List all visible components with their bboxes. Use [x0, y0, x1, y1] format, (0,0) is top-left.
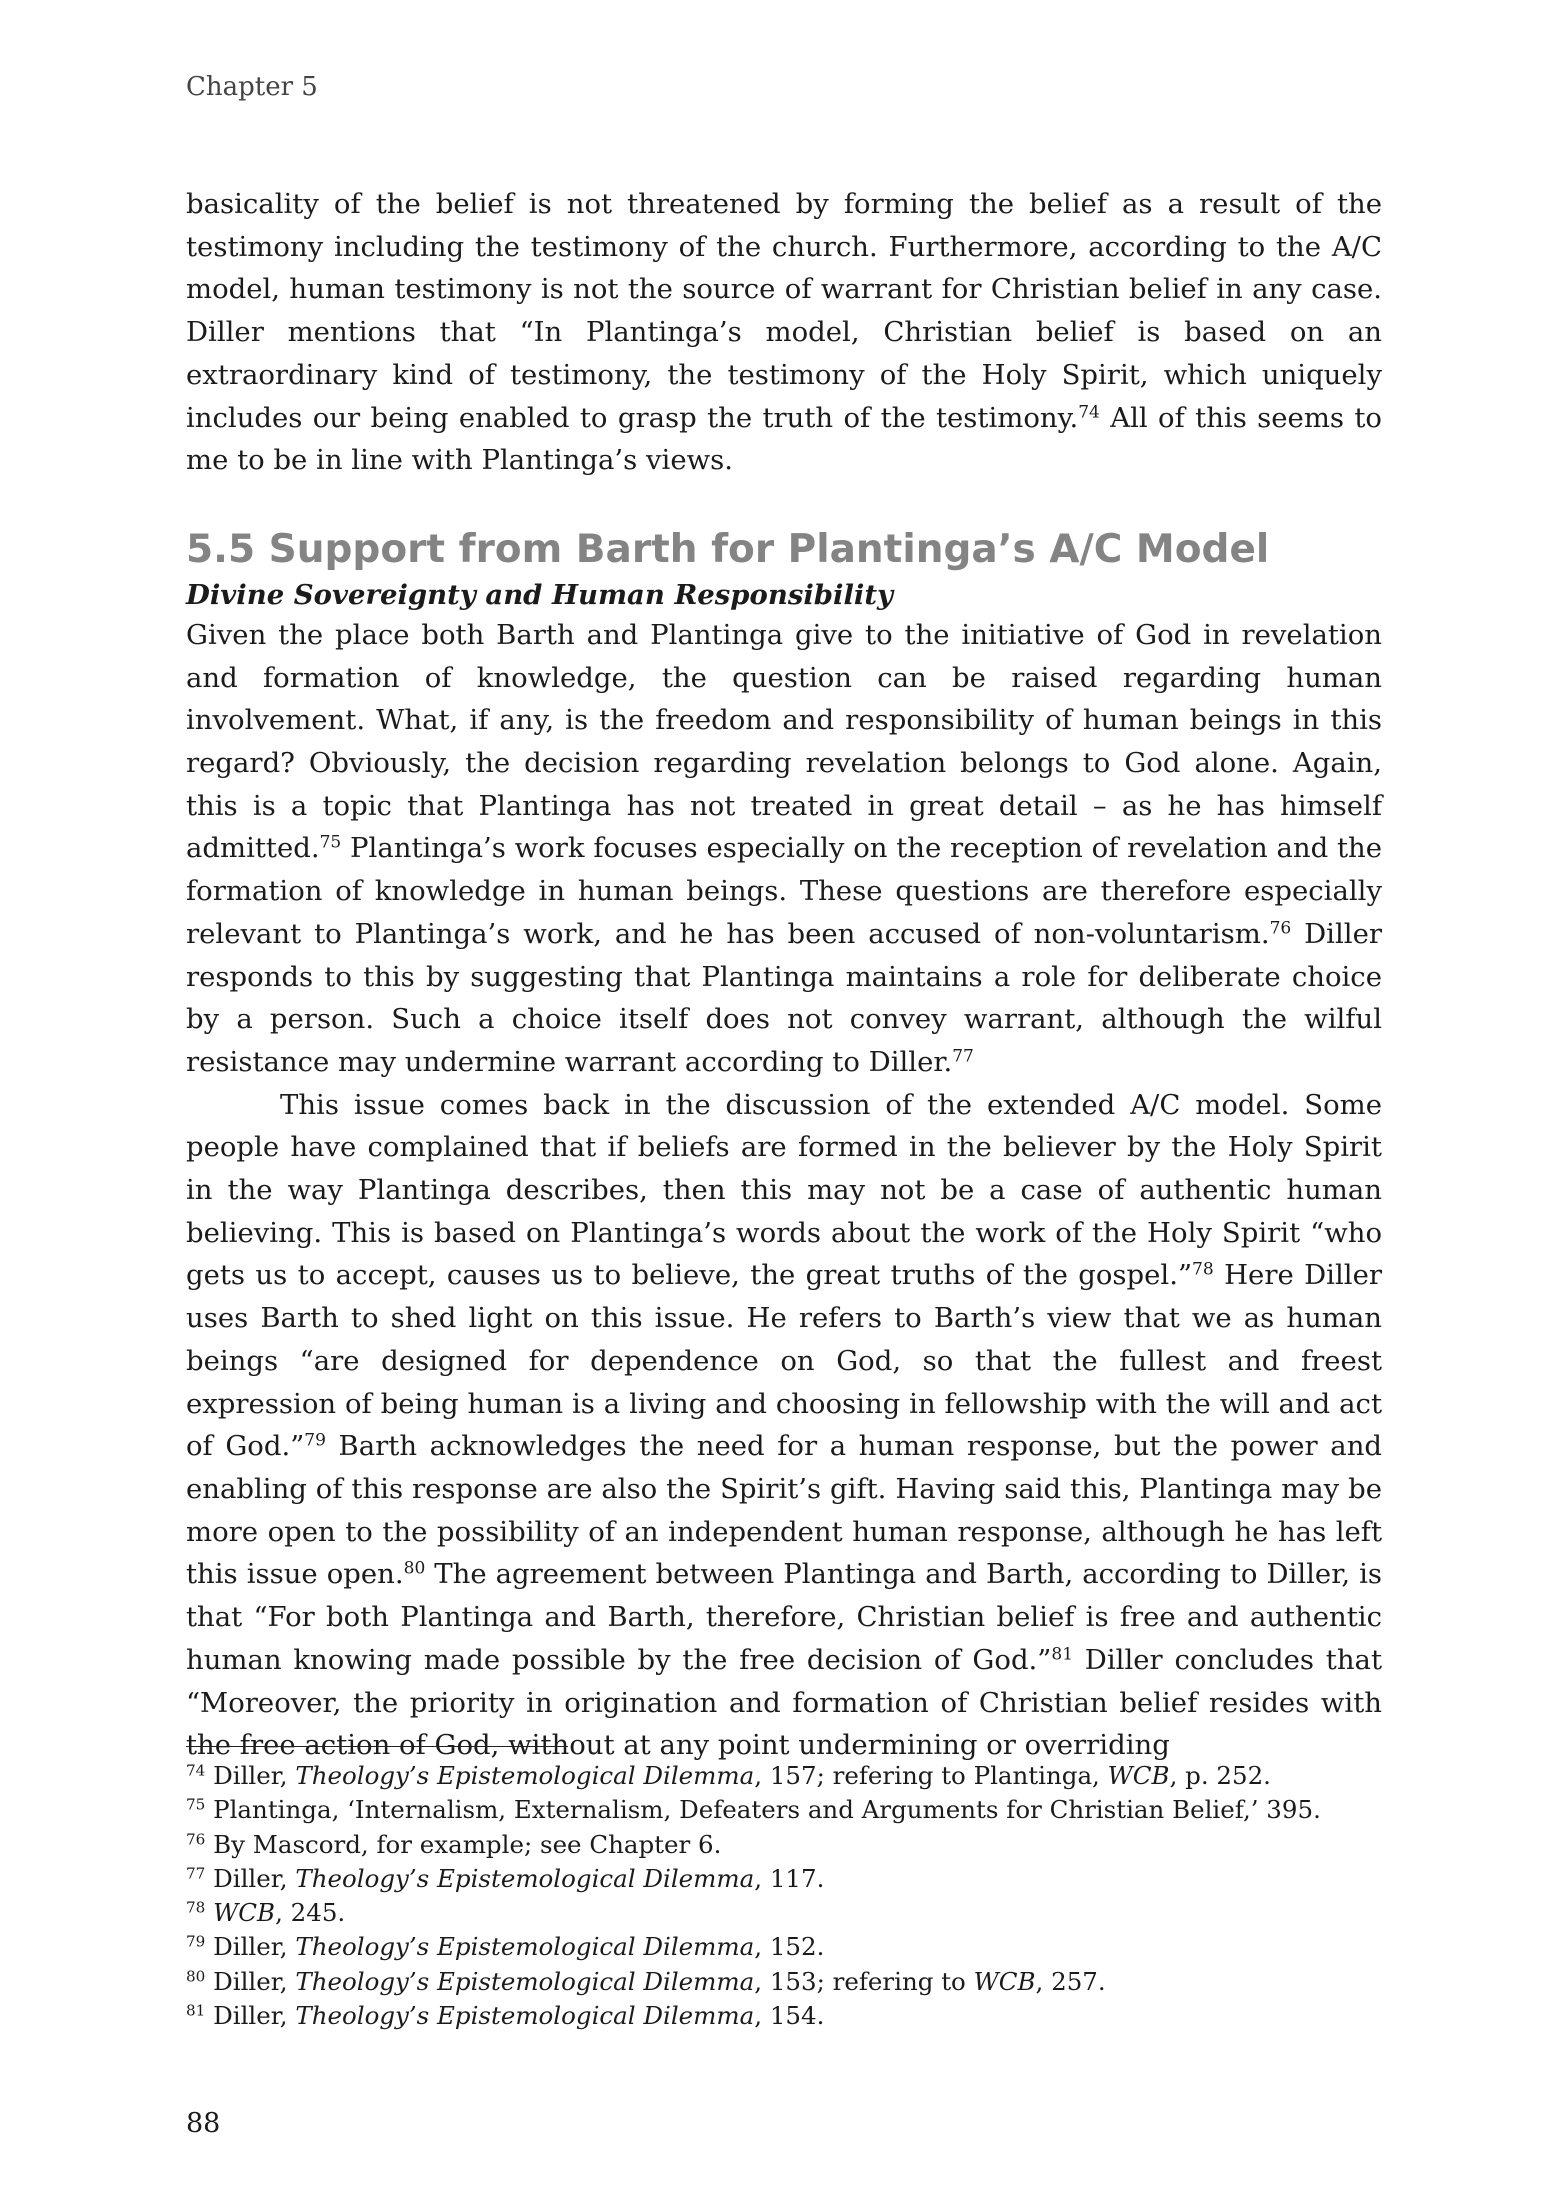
footnote-ref-75: 75 — [319, 833, 342, 854]
paragraph-2 — [186, 614, 1382, 1084]
running-head: Chapter 5 — [186, 72, 318, 102]
paragraph-3-s1: This issue comes back in the discussion of the extended A/C model. Some people have complained that if beliefs are formed in the believer by the Holy Spirit in the way Plantinga describes, then this may not be a case of authentic human believing. This is based on Plantinga’s words about the work of the Holy Spirit “who gets us to accept, causes us to believe, the great truths of the gospel.” — [186, 1088, 1382, 1292]
footnote-81: $^{81}$ Diller, Theology’s Epistemological Dilemma, 154. — [186, 2001, 825, 2031]
footnote-77: $^{77}$ Diller, Theology’s Epistemological Dilemma, 117. — [186, 1863, 825, 1893]
paragraph-3-s5: Diller concludes that “Moreover, the priority in origination and formation of Christian belief resides with the free action of God, without at any point undermining or overriding — [186, 1643, 1382, 1762]
footnote-79: $^{79}$ Diller, Theology’s Epistemological Dilemma, 152. — [186, 1932, 825, 1962]
paragraph-2-s2: Plantinga’s work focuses especially on the reception of revelation and the formation of knowledge in human beings. These questions are therefore especially relevant to Plantinga’s work, and he has been accused of non-voluntarism. — [186, 832, 1382, 950]
footnote-80: $^{80}$ Diller, Theology’s Epistemological Dilemma, 153; refering to WCB, 257. — [186, 1966, 1106, 1996]
page-number: 88 — [186, 2108, 221, 2139]
footnote-ref-76: 76 — [1269, 918, 1292, 939]
document-page — [186, 0, 1382, 2196]
paragraph-1-text: basicality of the belief is not threatened by forming the belief as a result of the testimony including the testimony of the church. Furthermore, according to the A/C model, human testimony is not the source of warrant for Christian belief in any case. Diller mentions that “In Plantinga’s model, Christian belief is based on an extraordinary kind of testimony, the testimony of the Holy Spirit, which uniquely includes our being enabled to grasp the truth of the testimony. — [186, 188, 1382, 434]
paragraph-2-s3: Diller responds to this by suggesting that Plantinga maintains a role for deliberate choice by a person. Such a choice itself does not convey warrant, although the wilful resistance may undermine warrant according to Diller. — [186, 917, 1382, 1078]
footnotes — [186, 1759, 1382, 2033]
footnote-ref-77: 77 — [952, 1046, 974, 1067]
body-text — [186, 183, 1382, 1767]
section-title: 5.5 Support from Barth for Plantinga’s A/C Model — [186, 526, 1270, 572]
paragraph-3-s3: Barth acknowledges the need for a human response, but the power and enabling of this response are also the Spirit’s gift. Having said this, Plantinga may be more open to the possibility of an independent human response, although he has left this issue open. — [186, 1430, 1383, 1591]
footnote-78: $^{78}$ WCB, 245. — [186, 1898, 346, 1928]
footnote-ref-81: 81 — [1051, 1644, 1074, 1665]
footnote-75: $^{75}$ Plantinga, ‘Internalism, Externalism, Defeaters and Arguments for Christian Belief,’ 395. — [186, 1795, 1321, 1825]
footnote-divider — [186, 1746, 568, 1747]
paragraph-3 — [186, 1084, 1382, 1767]
paragraph-1 — [186, 183, 1382, 482]
footnote-74: $^{74}$ Diller, Theology’s Epistemological Dilemma, 157; refering to Plantinga, WCB, p. 252. — [186, 1761, 1271, 1790]
footnote-ref-79: 79 — [304, 1430, 326, 1451]
paragraph-1-tail: All of this seems to me to be in line with Plantinga’s views. — [186, 401, 1382, 477]
footnote-ref-80: 80 — [403, 1559, 426, 1580]
footnote-76: $^{76}$ By Mascord, for example; see Chapter 6. — [186, 1829, 722, 1859]
paragraph-3-s2: Here Diller uses Barth to shed light on this issue. He refers to Barth’s view that we as human beings “are designed for dependence on God, so that the fullest and freest expression of being human is a living and choosing in fellowship with the will and act of God.” — [186, 1259, 1382, 1463]
footnote-ref-74: 74 — [1078, 402, 1100, 423]
paragraph-3-s4: The agreement between Plantinga and Barth, according to Diller, is that “For both Plantinga and Barth, therefore, Christian belief is free and authentic human knowing made possible by the free decision of God.” — [186, 1558, 1382, 1676]
paragraph-2-s1: Given the place both Barth and Plantinga give to the initiative of God in revelation and formation of knowledge, the question can be raised regarding human involvement. What, if any, is the freedom and responsibility of human beings in this regard? Obviously, the decision regarding revelation belongs to God alone. Again, this is a topic that Plantinga has not treated in great detail – as he has himself admitted. — [186, 618, 1382, 865]
subheading: Divine Sovereignty and Human Responsibility — [186, 578, 894, 611]
footnote-ref-78: 78 — [1192, 1260, 1214, 1281]
